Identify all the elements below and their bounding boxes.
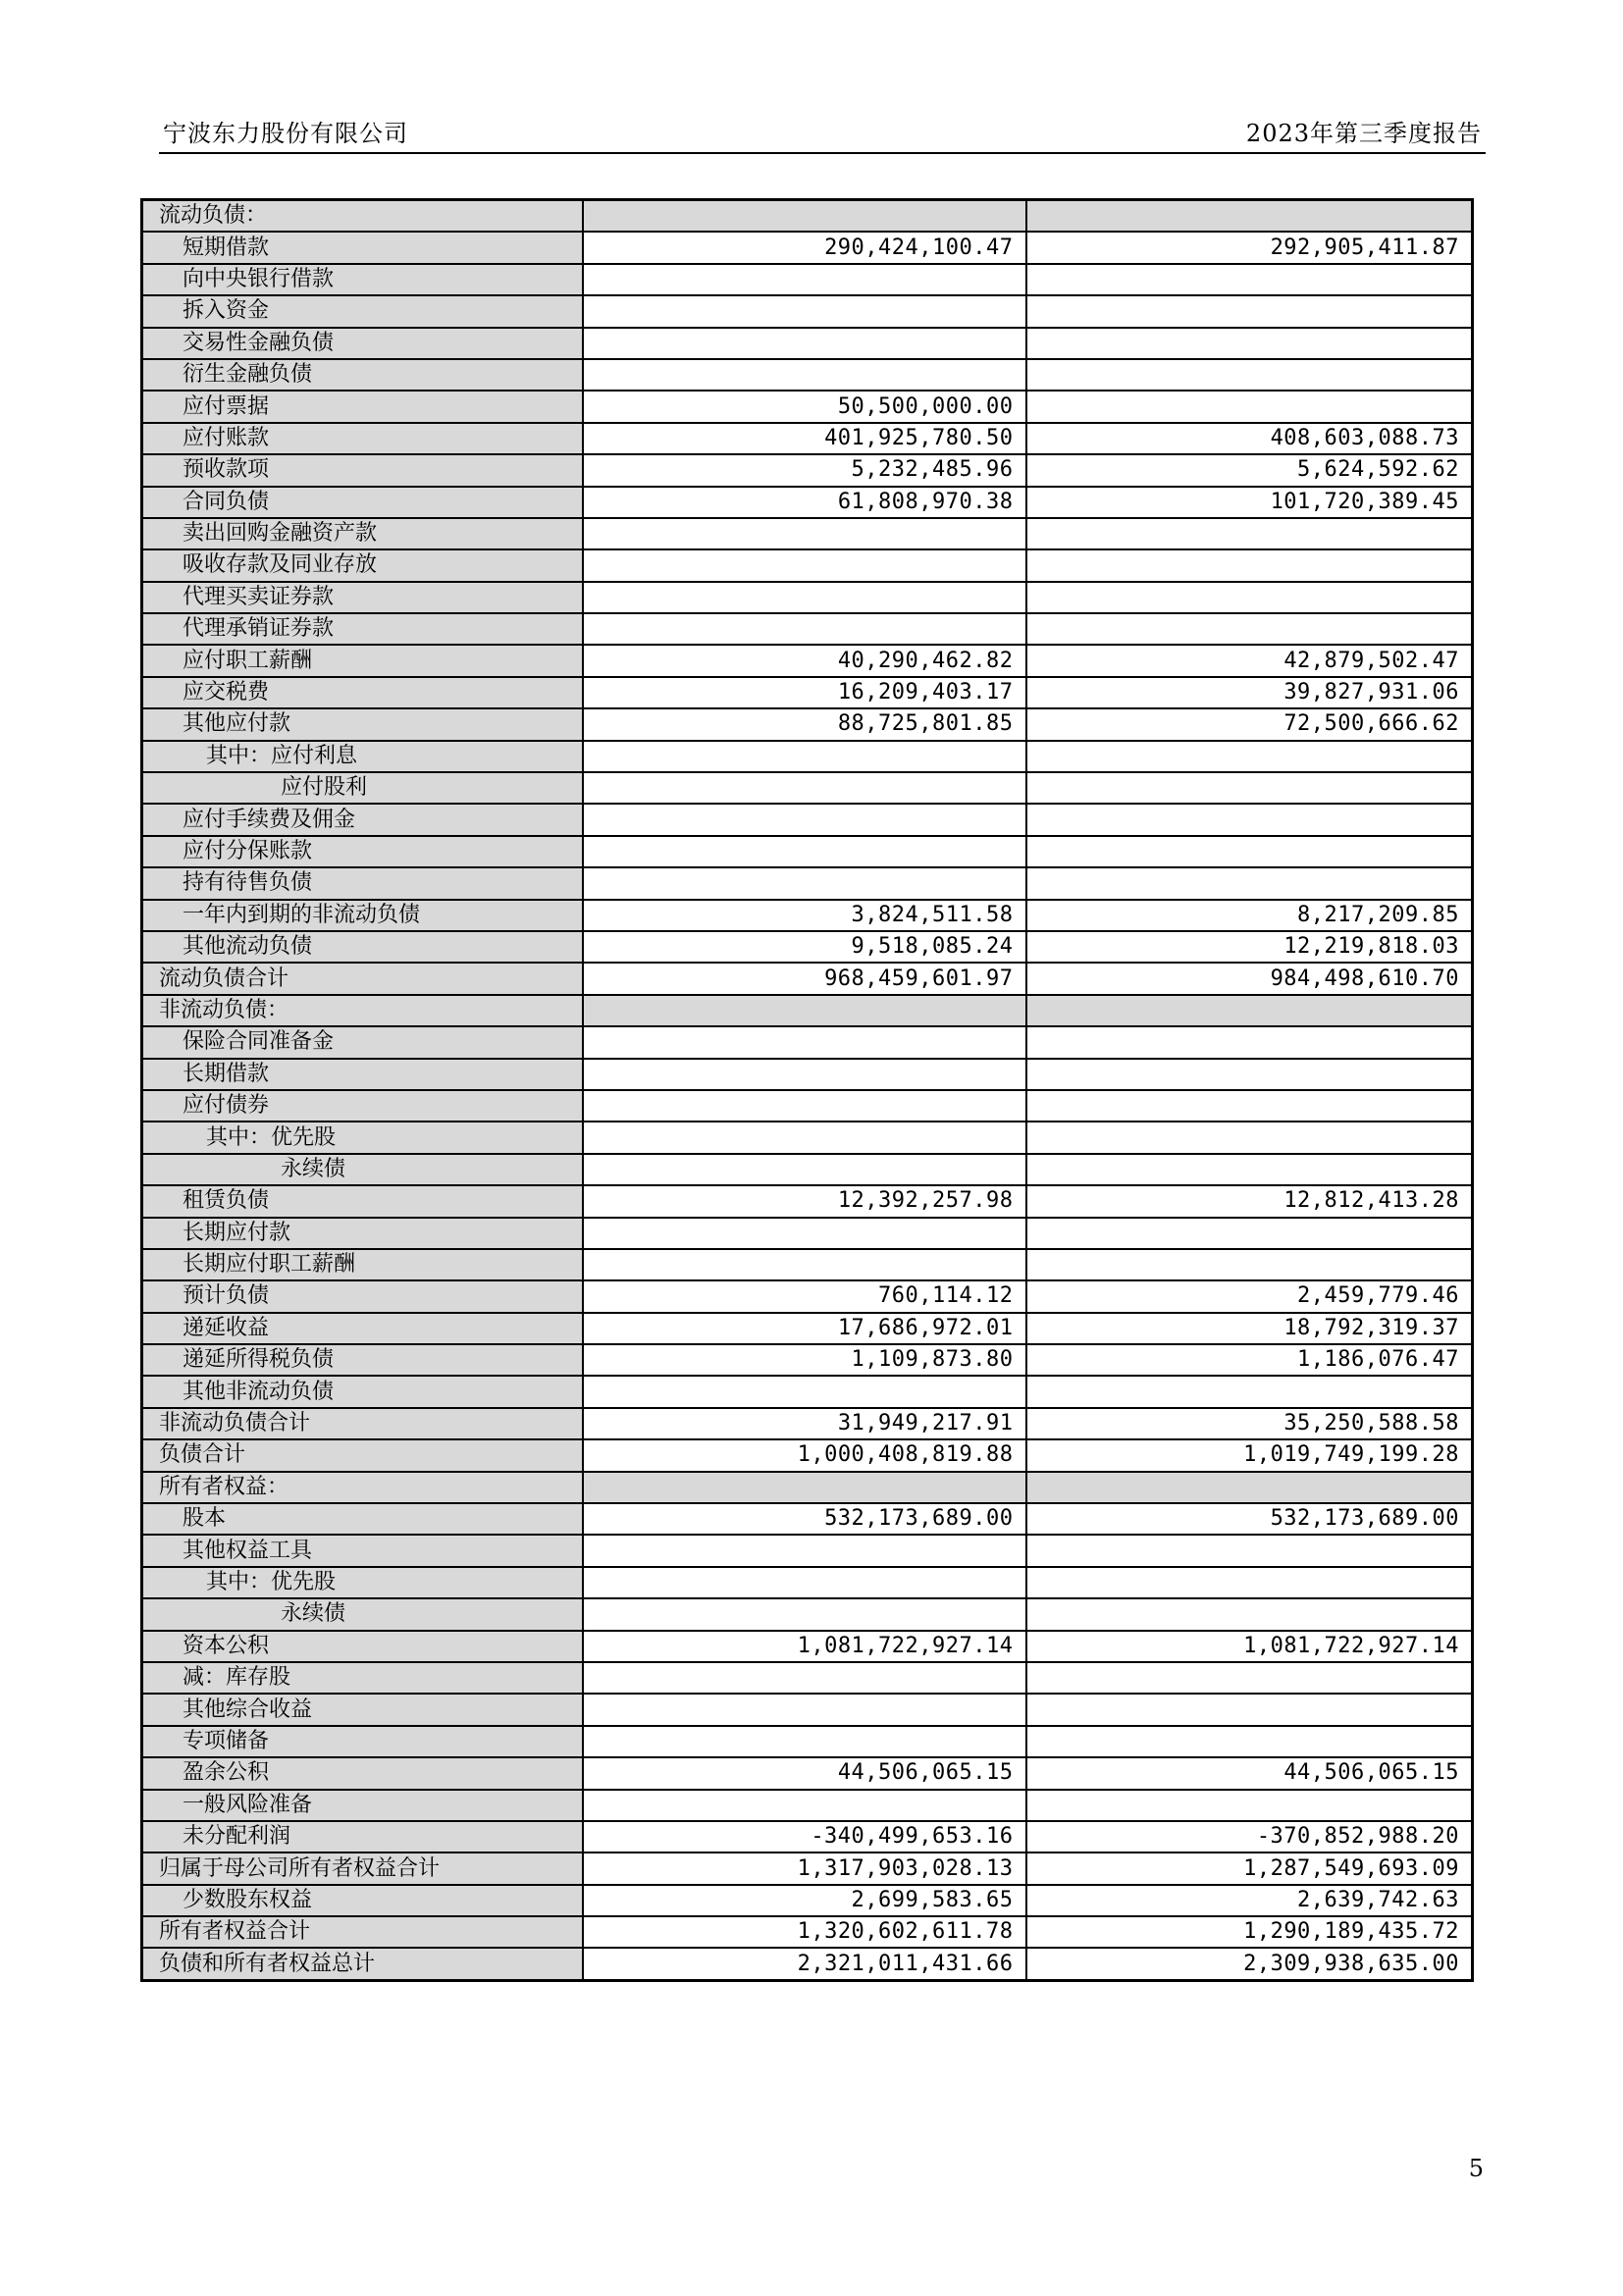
row-label: 长期应付职工薪酬 — [142, 1249, 583, 1280]
table-row — [142, 677, 1473, 708]
year-start-value — [1026, 1567, 1473, 1598]
period-end-value — [583, 1026, 1026, 1058]
table-row — [142, 645, 1473, 676]
company-name: 宁波东力股份有限公司 — [163, 120, 408, 147]
year-start-value — [1026, 995, 1473, 1026]
year-start-value: 1,019,749,199.28 — [1026, 1439, 1473, 1471]
table-row — [142, 836, 1473, 867]
year-start-value — [1026, 1059, 1473, 1090]
table-row — [142, 1185, 1473, 1217]
year-start-value: 72,500,666.62 — [1026, 708, 1473, 740]
year-start-value — [1026, 741, 1473, 772]
period-end-value: 31,949,217.91 — [583, 1408, 1026, 1439]
row-label: 应付股利 — [142, 772, 583, 804]
period-end-value — [583, 549, 1026, 581]
row-label: 保险合同准备金 — [142, 1026, 583, 1058]
table-row — [142, 1249, 1473, 1280]
period-end-value — [583, 741, 1026, 772]
period-end-value: 12,392,257.98 — [583, 1185, 1026, 1217]
period-end-value — [583, 867, 1026, 899]
row-label: 衍生金融负债 — [142, 359, 583, 391]
year-start-value — [1026, 1472, 1473, 1503]
period-end-value — [583, 1249, 1026, 1280]
table-row — [142, 1090, 1473, 1122]
table-row — [142, 1218, 1473, 1249]
table-row — [142, 1948, 1473, 1980]
year-start-value: 5,624,592.62 — [1026, 454, 1473, 486]
year-start-value — [1026, 1154, 1473, 1185]
table-row — [142, 1408, 1473, 1439]
row-label: 其他非流动负债 — [142, 1376, 583, 1407]
row-label: 盈余公积 — [142, 1757, 583, 1789]
row-label: 代理买卖证券款 — [142, 582, 583, 613]
year-start-value: 1,081,722,927.14 — [1026, 1631, 1473, 1662]
period-end-value — [583, 1090, 1026, 1122]
period-end-value: 50,500,000.00 — [583, 391, 1026, 422]
row-label: 交易性金融负债 — [142, 328, 583, 359]
period-end-value — [583, 1218, 1026, 1249]
period-end-value — [583, 1376, 1026, 1407]
period-end-value — [583, 295, 1026, 327]
table-row — [142, 1694, 1473, 1725]
table-row — [142, 900, 1473, 931]
table-row — [142, 232, 1473, 263]
row-label: 其他综合收益 — [142, 1694, 583, 1725]
table-row — [142, 454, 1473, 486]
period-end-value: 1,000,408,819.88 — [583, 1439, 1026, 1471]
period-end-value — [583, 1662, 1026, 1694]
row-label: 短期借款 — [142, 232, 583, 263]
table-row — [142, 1376, 1473, 1407]
table-row — [142, 359, 1473, 391]
table-row — [142, 1662, 1473, 1694]
header-divider — [159, 152, 1486, 154]
table-row — [142, 613, 1473, 645]
year-start-value — [1026, 1249, 1473, 1280]
row-label: 应交税费 — [142, 677, 583, 708]
period-end-value: 17,686,972.01 — [583, 1313, 1026, 1344]
table-row — [142, 1154, 1473, 1185]
table-row — [142, 1916, 1473, 1948]
table-row — [142, 423, 1473, 454]
year-start-value: 35,250,588.58 — [1026, 1408, 1473, 1439]
table-row — [142, 1344, 1473, 1376]
year-start-value: 984,498,610.70 — [1026, 963, 1473, 994]
row-label: 永续债 — [142, 1598, 583, 1630]
period-end-value: 44,506,065.15 — [583, 1757, 1026, 1789]
row-label: 长期应付款 — [142, 1218, 583, 1249]
year-start-value: 292,905,411.87 — [1026, 232, 1473, 263]
year-start-value — [1026, 772, 1473, 804]
table-row — [142, 931, 1473, 963]
year-start-value: 8,217,209.85 — [1026, 900, 1473, 931]
row-label: 应付手续费及佣金 — [142, 804, 583, 835]
period-end-value — [583, 1726, 1026, 1757]
row-label: 一般风险准备 — [142, 1790, 583, 1821]
table-row — [142, 582, 1473, 613]
row-label: 其中：应付利息 — [142, 741, 583, 772]
period-end-value: 760,114.12 — [583, 1280, 1026, 1312]
table-row — [142, 518, 1473, 549]
table-row — [142, 1280, 1473, 1312]
table-row — [142, 1790, 1473, 1821]
period-end-value: 2,699,583.65 — [583, 1885, 1026, 1916]
row-label: 吸收存款及同业存放 — [142, 549, 583, 581]
table-row — [142, 1852, 1473, 1884]
row-label: 持有待售负债 — [142, 867, 583, 899]
table-row — [142, 867, 1473, 899]
row-label: 未分配利润 — [142, 1821, 583, 1852]
period-end-value: 88,725,801.85 — [583, 708, 1026, 740]
period-end-value — [583, 1059, 1026, 1090]
table-row — [142, 1567, 1473, 1598]
table-row — [142, 1313, 1473, 1344]
period-end-value: 1,081,722,927.14 — [583, 1631, 1026, 1662]
row-label: 应付债券 — [142, 1090, 583, 1122]
row-label: 少数股东权益 — [142, 1885, 583, 1916]
row-label: 所有者权益合计 — [142, 1916, 583, 1948]
year-start-value — [1026, 1662, 1473, 1694]
period-end-value: 16,209,403.17 — [583, 677, 1026, 708]
period-end-value: 532,173,689.00 — [583, 1503, 1026, 1535]
period-end-value — [583, 1535, 1026, 1566]
row-label: 专项储备 — [142, 1726, 583, 1757]
row-label: 递延收益 — [142, 1313, 583, 1344]
table-row — [142, 295, 1473, 327]
section-header-row — [142, 995, 1473, 1026]
row-label: 减：库存股 — [142, 1662, 583, 1694]
year-start-value: 1,290,189,435.72 — [1026, 1916, 1473, 1948]
year-start-value — [1026, 867, 1473, 899]
year-start-value: 12,219,818.03 — [1026, 931, 1473, 963]
year-start-value: 39,827,931.06 — [1026, 677, 1473, 708]
row-label: 预收款项 — [142, 454, 583, 486]
year-start-value — [1026, 1694, 1473, 1725]
period-end-value — [583, 1567, 1026, 1598]
table-row — [142, 1598, 1473, 1630]
period-end-value: 5,232,485.96 — [583, 454, 1026, 486]
period-end-value: 401,925,780.50 — [583, 423, 1026, 454]
period-end-value: 1,317,903,028.13 — [583, 1852, 1026, 1884]
period-end-value — [583, 1694, 1026, 1725]
row-label: 应付职工薪酬 — [142, 645, 583, 676]
period-end-value — [583, 1790, 1026, 1821]
period-end-value: 61,808,970.38 — [583, 487, 1026, 518]
year-start-value — [1026, 1726, 1473, 1757]
year-start-value: 44,506,065.15 — [1026, 1757, 1473, 1789]
period-end-value: 290,424,100.47 — [583, 232, 1026, 263]
period-end-value — [583, 359, 1026, 391]
row-label: 负债合计 — [142, 1439, 583, 1471]
table-row — [142, 708, 1473, 740]
table-row — [142, 264, 1473, 295]
table-row — [142, 1439, 1473, 1471]
period-end-value — [583, 328, 1026, 359]
year-start-value: 1,287,549,693.09 — [1026, 1852, 1473, 1884]
row-label: 其他流动负债 — [142, 931, 583, 963]
year-start-value — [1026, 1090, 1473, 1122]
row-label: 递延所得税负债 — [142, 1344, 583, 1376]
year-start-value — [1026, 1218, 1473, 1249]
year-start-value: 2,459,779.46 — [1026, 1280, 1473, 1312]
row-label: 股本 — [142, 1503, 583, 1535]
row-label: 所有者权益： — [142, 1472, 583, 1503]
year-start-value: 42,879,502.47 — [1026, 645, 1473, 676]
table-row — [142, 1059, 1473, 1090]
year-start-value — [1026, 391, 1473, 422]
page-number: 5 — [1468, 2155, 1484, 2182]
year-start-value: 2,309,938,635.00 — [1026, 1948, 1473, 1980]
row-label: 其中：优先股 — [142, 1567, 583, 1598]
row-label: 流动负债： — [142, 200, 583, 233]
period-end-value: -340,499,653.16 — [583, 1821, 1026, 1852]
row-label: 应付票据 — [142, 391, 583, 422]
year-start-value: 2,639,742.63 — [1026, 1885, 1473, 1916]
row-label: 应付账款 — [142, 423, 583, 454]
table-row — [142, 1122, 1473, 1153]
row-label: 长期借款 — [142, 1059, 583, 1090]
period-end-value — [583, 200, 1026, 233]
year-start-value — [1026, 1376, 1473, 1407]
table-row — [142, 328, 1473, 359]
year-start-value — [1026, 804, 1473, 835]
row-label: 预计负债 — [142, 1280, 583, 1312]
year-start-value — [1026, 1598, 1473, 1630]
table-row — [142, 741, 1473, 772]
period-end-value — [583, 804, 1026, 835]
row-label: 卖出回购金融资产款 — [142, 518, 583, 549]
row-label: 代理承销证券款 — [142, 613, 583, 645]
period-end-value: 1,109,873.80 — [583, 1344, 1026, 1376]
row-label: 负债和所有者权益总计 — [142, 1948, 583, 1980]
row-label: 一年内到期的非流动负债 — [142, 900, 583, 931]
period-end-value: 1,320,602,611.78 — [583, 1916, 1026, 1948]
table-row — [142, 804, 1473, 835]
year-start-value: -370,852,988.20 — [1026, 1821, 1473, 1852]
period-end-value — [583, 1598, 1026, 1630]
table-row — [142, 1631, 1473, 1662]
year-start-value — [1026, 582, 1473, 613]
row-label: 合同负债 — [142, 487, 583, 518]
table-row — [142, 1503, 1473, 1535]
year-start-value — [1026, 613, 1473, 645]
period-end-value — [583, 613, 1026, 645]
period-end-value: 9,518,085.24 — [583, 931, 1026, 963]
year-start-value: 18,792,319.37 — [1026, 1313, 1473, 1344]
year-start-value — [1026, 295, 1473, 327]
table-row — [142, 1726, 1473, 1757]
row-label: 资本公积 — [142, 1631, 583, 1662]
table-row — [142, 391, 1473, 422]
year-start-value: 12,812,413.28 — [1026, 1185, 1473, 1217]
row-label: 租赁负债 — [142, 1185, 583, 1217]
period-end-value — [583, 836, 1026, 867]
row-label: 归属于母公司所有者权益合计 — [142, 1852, 583, 1884]
year-start-value: 1,186,076.47 — [1026, 1344, 1473, 1376]
table-row — [142, 772, 1473, 804]
row-label: 其他应付款 — [142, 708, 583, 740]
period-end-value — [583, 264, 1026, 295]
table-row — [142, 1026, 1473, 1058]
table-row — [142, 1821, 1473, 1852]
section-header-row — [142, 200, 1473, 233]
period-end-value: 3,824,511.58 — [583, 900, 1026, 931]
row-label: 应付分保账款 — [142, 836, 583, 867]
table-row — [142, 1885, 1473, 1916]
table-row — [142, 1757, 1473, 1789]
year-start-value — [1026, 836, 1473, 867]
table-row — [142, 549, 1473, 581]
row-label: 拆入资金 — [142, 295, 583, 327]
balance-sheet-table — [140, 198, 1474, 1982]
year-start-value: 532,173,689.00 — [1026, 1503, 1473, 1535]
row-label: 非流动负债合计 — [142, 1408, 583, 1439]
period-end-value — [583, 1154, 1026, 1185]
period-end-value: 968,459,601.97 — [583, 963, 1026, 994]
period-end-value — [583, 1122, 1026, 1153]
year-start-value — [1026, 1026, 1473, 1058]
report-title: 2023年第三季度报告 — [1245, 120, 1482, 147]
period-end-value — [583, 1472, 1026, 1503]
balance-sheet-body — [142, 200, 1473, 1981]
period-end-value — [583, 518, 1026, 549]
row-label: 非流动负债： — [142, 995, 583, 1026]
year-start-value — [1026, 264, 1473, 295]
table-row — [142, 487, 1473, 518]
period-end-value — [583, 772, 1026, 804]
year-start-value — [1026, 359, 1473, 391]
period-end-value: 2,321,011,431.66 — [583, 1948, 1026, 1980]
row-label: 向中央银行借款 — [142, 264, 583, 295]
year-start-value — [1026, 518, 1473, 549]
year-start-value — [1026, 1790, 1473, 1821]
table-row — [142, 963, 1473, 994]
row-label: 永续债 — [142, 1154, 583, 1185]
row-label: 其他权益工具 — [142, 1535, 583, 1566]
year-start-value — [1026, 1535, 1473, 1566]
table-row — [142, 1535, 1473, 1566]
year-start-value — [1026, 328, 1473, 359]
year-start-value — [1026, 549, 1473, 581]
year-start-value: 101,720,389.45 — [1026, 487, 1473, 518]
row-label: 流动负债合计 — [142, 963, 583, 994]
year-start-value — [1026, 1122, 1473, 1153]
period-end-value: 40,290,462.82 — [583, 645, 1026, 676]
year-start-value: 408,603,088.73 — [1026, 423, 1473, 454]
period-end-value — [583, 582, 1026, 613]
year-start-value — [1026, 200, 1473, 233]
section-header-row — [142, 1472, 1473, 1503]
period-end-value — [583, 995, 1026, 1026]
row-label: 其中：优先股 — [142, 1122, 583, 1153]
